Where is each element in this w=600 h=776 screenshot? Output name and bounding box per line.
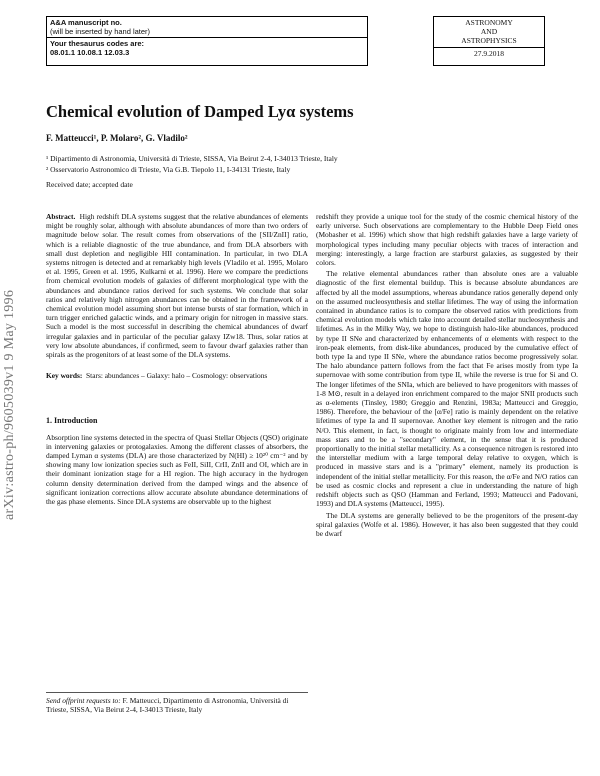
affiliation-1: ¹ Dipartimento di Astronomia, Università di Trieste, SISSA, Via Beirut 2-4, I-34013 Trieste, Italy bbox=[46, 154, 338, 163]
right-column bbox=[316, 212, 578, 538]
abstract-text: High redshift DLA systems suggest that the relative abundances of elements might be roughly solar, although with absolute abundances of more than two orders of magnitude below solar. The result comes from observations of the [SII/ZnII] ratio, which is a reliable diagnostic of the true abundance, and from DLA absorbers with small dust depletion and negligible HII contamination. In particular, in two DLA systems nitrogen is detected and at remarkably high levels (Vladilo et al. 1995, Molaro et al. 1995, Green et al. 1995, Kulkarni et al. 1996). Here we compare the predictions from chemical evolution models of galaxies of different morphological type with the abundances and abundance ratios derived for such systems. We conclude that solar ratios and relatively high nitrogen abundances can be obtained in the framework of a chemical evolution model assuming short but intense bursts of star formation, which in turn trigger enriched galactic winds, and a primary origin for nitrogen in massive stars. Such a model is the most successful in describing the chemical abundances of dwarf irregular galaxies and in particular of the peculiar galaxy IZw18. Thus, solar ratios at very low absolute abundances, if confirmed, seem to favour dwarf galaxies rather than spirals as the progenitors of at least some of the DLA systems. bbox=[46, 212, 308, 360]
journal-date: 27.9.2018 bbox=[474, 49, 504, 58]
left-column bbox=[46, 212, 308, 506]
abstract bbox=[46, 212, 308, 359]
keywords bbox=[46, 371, 308, 380]
manuscript-number: A&A manuscript no. bbox=[50, 18, 122, 27]
journal-box bbox=[433, 16, 545, 66]
body-paragraph-2: The relative elemental abundances rather than absolute ones are a valuable diagnostic of the first elemental buildup. This is because absolute abundances are affected by all the model assumptions, whereas abundance ratios generally depend only on the assumed nucleosynthesis and stellar lifetimes. The way of using the information contained in abundance ratios is to compare the observed ratios with predictions from chemical evolution models which take into account detailed stellar nucleosynthesis and lifetimes. As in the Milky Way, we hope to distinguish halo-like abundances, produced by type II SNe and characterized by enhancements of α elements with respect to the iron-peak elements, from disk-like abundances, produced by the cumulative effect of both type Ia and type II SNe, where the abundance ratios become progressively solar. The halo abundance pattern follows from the fact that Fe arises mostly from type Ia supernovae with some contribution from type II, while the reverse is true for Si and O. The longer lifetimes of the SNIa, which are believed to have progenitors with masses of 1-8 M⊙, result in a delayed iron enrichment compared to the major SNII products such as α-elements (Tinsley, 1980; Greggio and Renzini, 1983a; Matteucci and Greggio, 1986). Therefore, the behaviour of the [α/Fe] ratio is mainly dependent on the relative lifetimes of type Ia and II supernovae. Another key element is nitrogen and the ratio N/O. This element, in fact, is thought to originate mainly from low and intermediate mass stars and to be a "secondary" element, in the sense that it is produced proportionally to the initial stellar metallicity. As a consequence nitrogen is restored into the interstellar medium with a large temporal delay relative to oxygen, which is produced in massive stars and is a "primary" element, namely its production is independent of the initial stellar metallicity. For this reason, the α/Fe and N/O ratios can be used as cosmic clocks and represent a clue in understanding the nature of high redshift objects such as QSO (Hamman and Ferland, 1993; Matteucci and Padovani, 1993) and DLA systems (Matteucci, 1995). bbox=[316, 269, 578, 509]
manuscript-header-box bbox=[46, 16, 368, 66]
affiliation-2: ² Osservatorio Astronomico di Trieste, Via G.B. Tiepolo 11, I-34131 Trieste, Italy bbox=[46, 165, 291, 174]
arxiv-stamp bbox=[2, 200, 32, 520]
abstract-label: Abstract. bbox=[46, 212, 76, 221]
thesaurus-codes: 08.01.1 10.08.1 12.03.3 bbox=[50, 48, 130, 57]
body-paragraph-1: redshift they provide a unique tool for the study of the cosmic chemical history of the early universe. Such observations are complementary to the Hubble Deep Field ones (Mobasher et al. 1996) which show that high redshift galaxies have a large variety of morphological types including many peculiar objects with traces of interaction and merging: interestingly, a large fraction are starburst galaxies, as suggested by their colors. bbox=[316, 212, 578, 268]
intro-paragraph: Absorption line systems detected in the spectra of Quasi Stellar Objects (QSO) originate in intervening galaxies or protogalaxies. Among the different classes of absorbers, the damped Lyman α systems (DLA) are those characterized by N(HI) ≥ 10²⁰ cm⁻² and by showing many low ionization species such as FeII, SiII, CrII, ZnII and OI, which are in their dominant ionization stage for a HI region. The high accuracy in the hydrogen column density determination derived from the damped wings and the absence of significant ionization corrections allow accurate absolute abundance determinations of the gas phase elements. Since DLA systems are observable up to the highest bbox=[46, 432, 308, 507]
keywords-text: Stars: abundances – Galaxy: halo – Cosmology: observations bbox=[86, 371, 268, 381]
intro-heading: 1. Introduction bbox=[46, 416, 98, 426]
author-list: F. Matteucci¹, P. Molaro², G. Vladilo² bbox=[46, 133, 188, 143]
offprint-footnote bbox=[46, 692, 308, 714]
manuscript-note: (will be inserted by hand later) bbox=[50, 27, 151, 36]
body-paragraph-3: The DLA systems are generally believed to be the progenitors of the present-day spiral galaxies (Wolfe et al. 1986). However, it has also been suggested that they could be dwarf bbox=[316, 510, 578, 538]
footnote-label: Send offprint requests to: bbox=[46, 696, 121, 705]
keywords-label: Key words: bbox=[46, 371, 83, 381]
journal-name-line2: AND bbox=[480, 27, 498, 36]
thesaurus-label: Your thesaurus codes are: bbox=[50, 39, 145, 48]
footnote-text: F. Matteucci, Dipartimento di Astronomia, Università di Trieste, SISSA, Via Beirut 2-4, I-34013 Trieste, Italy bbox=[46, 696, 289, 715]
arxiv-id: arXiv:astro-ph/9605039v1 9 May 1996 bbox=[2, 289, 17, 520]
journal-name-line1: ASTRONOMY bbox=[465, 18, 513, 27]
paper-title: Chemical evolution of Damped Lyα systems bbox=[46, 102, 354, 121]
received-date: Received date; accepted date bbox=[46, 180, 133, 189]
journal-name-line3: ASTROPHYSICS bbox=[461, 36, 517, 45]
